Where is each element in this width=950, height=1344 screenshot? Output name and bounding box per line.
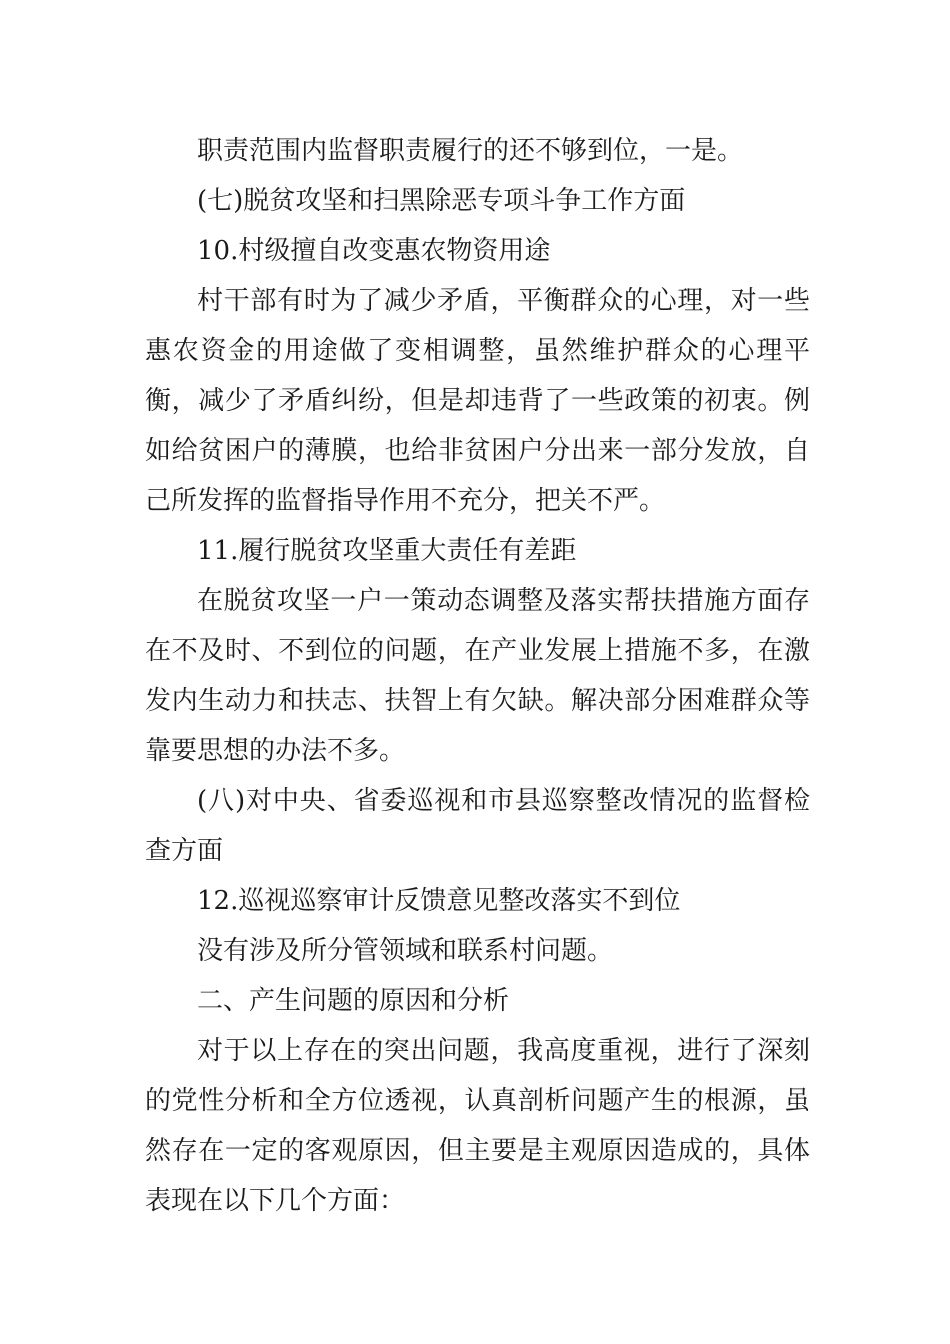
item-heading-11: 11.履行脱贫攻坚重大责任有差距 (197, 536, 577, 566)
paragraph-item-11: 在脱贫攻坚一户一策动态调整及落实帮扶措施方面存在不及时、不到位的问题，在产业发展上措施不多，在激发内生动力和扶志、扶智上有欠缺。解决部分困难群众等靠要思想的办法不多。 (145, 586, 810, 766)
paragraph-item-10: 村干部有时为了减少矛盾，平衡群众的心理，对一些惠农资金的用途做了变相调整，虽然维护群众的心理平衡，减少了矛盾纠纷，但是却违背了一些政策的初衷。例如给贫困户的薄膜，也给非贫困户分出来一部分发放，自己所发挥的监督指导作用不充分，把关不严。 (145, 286, 810, 516)
chapter-heading-2: 二、产生问题的原因和分析 (197, 986, 510, 1016)
section-heading-7: (七)脱贫攻坚和扫黑除恶专项斗争工作方面 (197, 186, 686, 216)
section-heading-8: (八)对中央、省委巡视和市县巡察整改情况的监督检查方面 (145, 786, 810, 866)
document-body (145, 126, 810, 1226)
paragraph-responsibility: 职责范围内监督职责履行的还不够到位，一是。 (197, 136, 744, 166)
paragraph-item-12: 没有涉及所分管领域和联系村问题。 (197, 936, 614, 966)
item-heading-10: 10.村级擅自改变惠农物资用途 (197, 236, 551, 266)
item-heading-12: 12.巡视巡察审计反馈意见整改落实不到位 (197, 886, 681, 916)
paragraph-analysis: 对于以上存在的突出问题，我高度重视，进行了深刻的党性分析和全方位透视，认真剖析问题产生的根源，虽然存在一定的客观原因，但主要是主观原因造成的，具体表现在以下几个方面： (145, 1036, 810, 1216)
